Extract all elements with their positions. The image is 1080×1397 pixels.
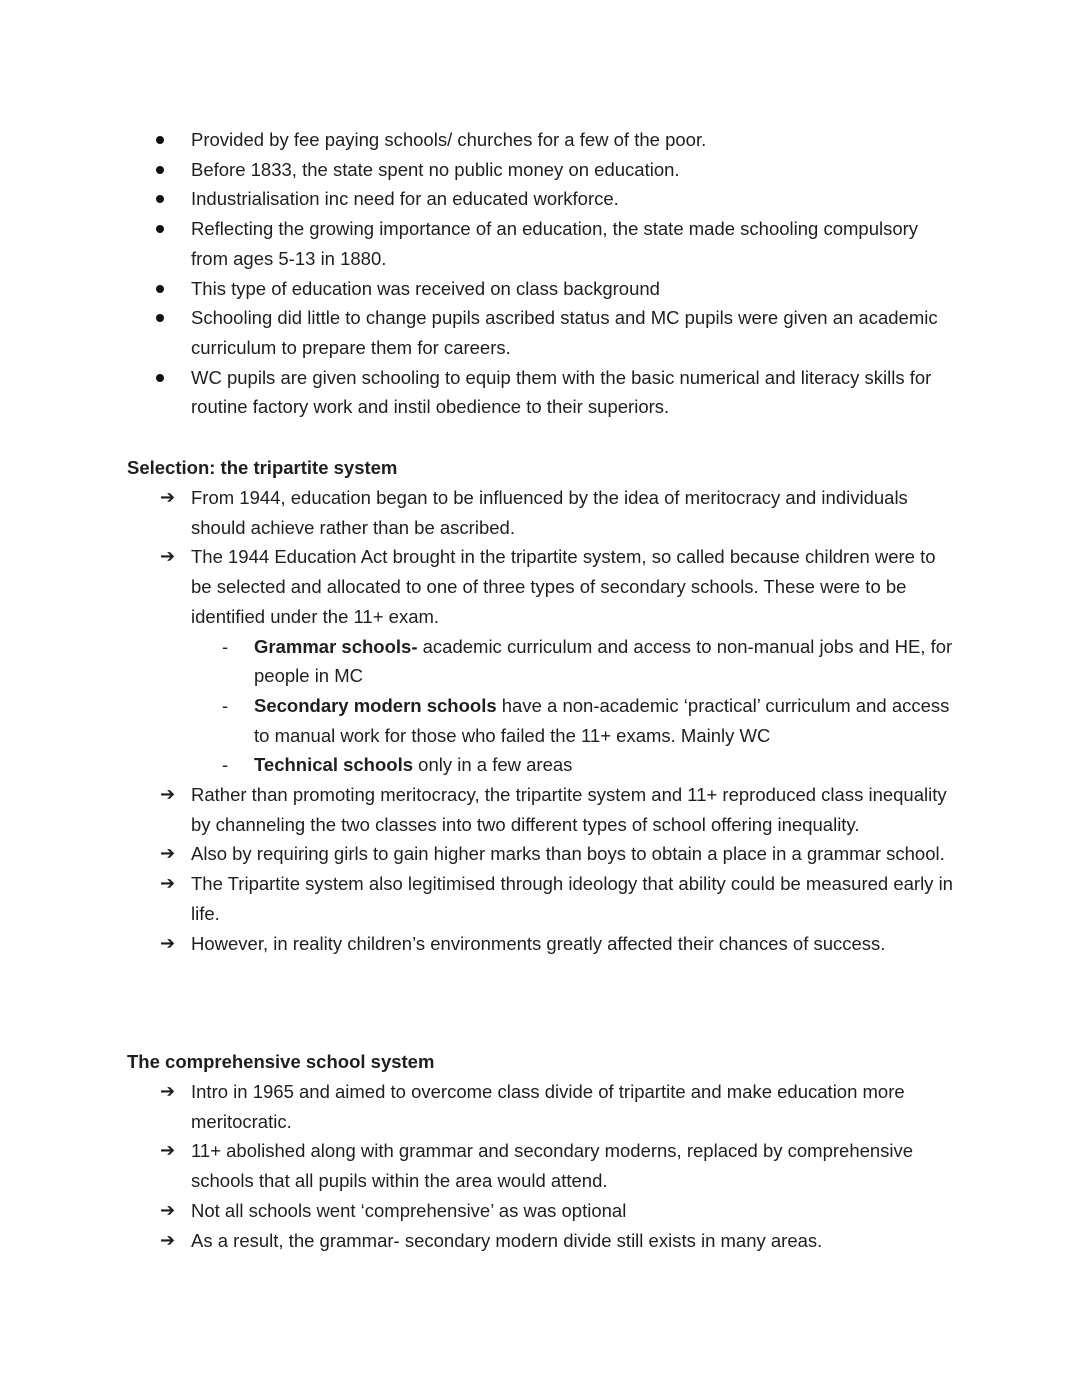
bullet-icon: [156, 195, 164, 203]
arrow-right-icon: ➔: [160, 1140, 176, 1162]
arrow-right-icon: ➔: [160, 932, 176, 954]
list-item: Industrialisation inc need for an educated workforce.: [0, 184, 1080, 214]
list-item: ➔ The Tripartite system also legitimised through ideology that ability could be measured early in life.: [0, 869, 1080, 928]
list-item: ➔ As a result, the grammar- secondary modern divide still exists in many areas.: [0, 1226, 1080, 1256]
arrow-right-icon: ➔: [160, 546, 176, 568]
list-item: Reflecting the growing importance of an education, the state made schooling compulsory from ages 5-13 in 1880.: [0, 214, 1080, 273]
list-item: - Technical schools only in a few areas: [191, 750, 960, 780]
arrow-right-icon: ➔: [160, 843, 176, 865]
list-item: ➔ From 1944, education began to be influenced by the idea of meritocracy and individuals should achieve rather than be ascribed.: [0, 483, 1080, 542]
arrow-right-icon: ➔: [160, 784, 176, 806]
dash-icon: -: [222, 754, 229, 776]
list-item: Before 1833, the state spent no public money on education.: [0, 155, 1080, 185]
list-item: ➔ However, in reality children’s environments greatly affected their chances of success.: [0, 929, 1080, 959]
bullet-icon: [156, 285, 164, 293]
comprehensive-heading: The comprehensive school system: [127, 1051, 435, 1072]
tripartite-point-list: [0, 483, 1080, 958]
list-item: ➔ Not all schools went ‘comprehensive’ as was optional: [0, 1196, 1080, 1226]
arrow-right-icon: ➔: [160, 487, 176, 508]
arrow-right-icon: ➔: [160, 873, 176, 895]
list-item: ➔ Intro in 1965 and aimed to overcome class divide of tripartite and make education more meritocratic.: [0, 1077, 1080, 1136]
list-item: This type of education was received on class background: [0, 274, 1080, 304]
arrow-right-icon: ➔: [160, 1081, 176, 1102]
arrow-right-icon: ➔: [160, 1199, 176, 1221]
list-item: Schooling did little to change pupils ascribed status and MC pupils were given an academic curriculum to prepare them for careers.: [0, 303, 1080, 362]
list-item: ➔ Also by requiring girls to gain higher marks than boys to obtain a place in a grammar school.: [0, 839, 1080, 869]
bullet-icon: [156, 166, 164, 174]
list-item: WC pupils are given schooling to equip them with the basic numerical and literacy skills for routine factory work and instil obedience to their superiors.: [0, 363, 1080, 422]
bullet-icon: [156, 314, 164, 322]
bullet-icon: [156, 136, 164, 144]
bullet-icon: [156, 374, 164, 382]
dash-icon: -: [222, 694, 229, 716]
intro-bullet-list: [0, 125, 1080, 422]
list-item: - Grammar schools- academic curriculum and access to non-manual jobs and HE, for people in MC: [191, 632, 960, 691]
arrow-right-icon: ➔: [160, 1229, 176, 1251]
list-item: Provided by fee paying schools/ churches for a few of the poor.: [0, 125, 1080, 155]
list-item: ➔ Rather than promoting meritocracy, the tripartite system and 11+ reproduced class inequality by channeling the two classes into two different types of school offering inequality.: [0, 780, 1080, 839]
dash-icon: -: [222, 635, 229, 657]
bullet-icon: [156, 225, 164, 233]
tripartite-heading: Selection: the tripartite system: [127, 457, 398, 478]
school-type-list: [191, 632, 960, 781]
list-item: ➔ The 1944 Education Act brought in the tripartite system, so called because children were to be selected and allocated to one of three types of secondary schools. These were to be identified under the 11+ exam. - Grammar schools- academic curriculum and access to non-manual jobs and HE, for people in MC - Secondary modern schools have a non-academic ‘practical’ curriculum and access to manual work for those who failed the 11+ exams. Mainly WC - Technical schools only in a few areas: [0, 542, 1080, 780]
list-item: ➔ 11+ abolished along with grammar and secondary moderns, replaced by comprehensive schools that all pupils within the area would attend.: [0, 1136, 1080, 1195]
comprehensive-point-list: [0, 1077, 1080, 1255]
list-item: - Secondary modern schools have a non-academic ‘practical’ curriculum and access to manual work for those who failed the 11+ exams. Mainly WC: [191, 691, 960, 750]
